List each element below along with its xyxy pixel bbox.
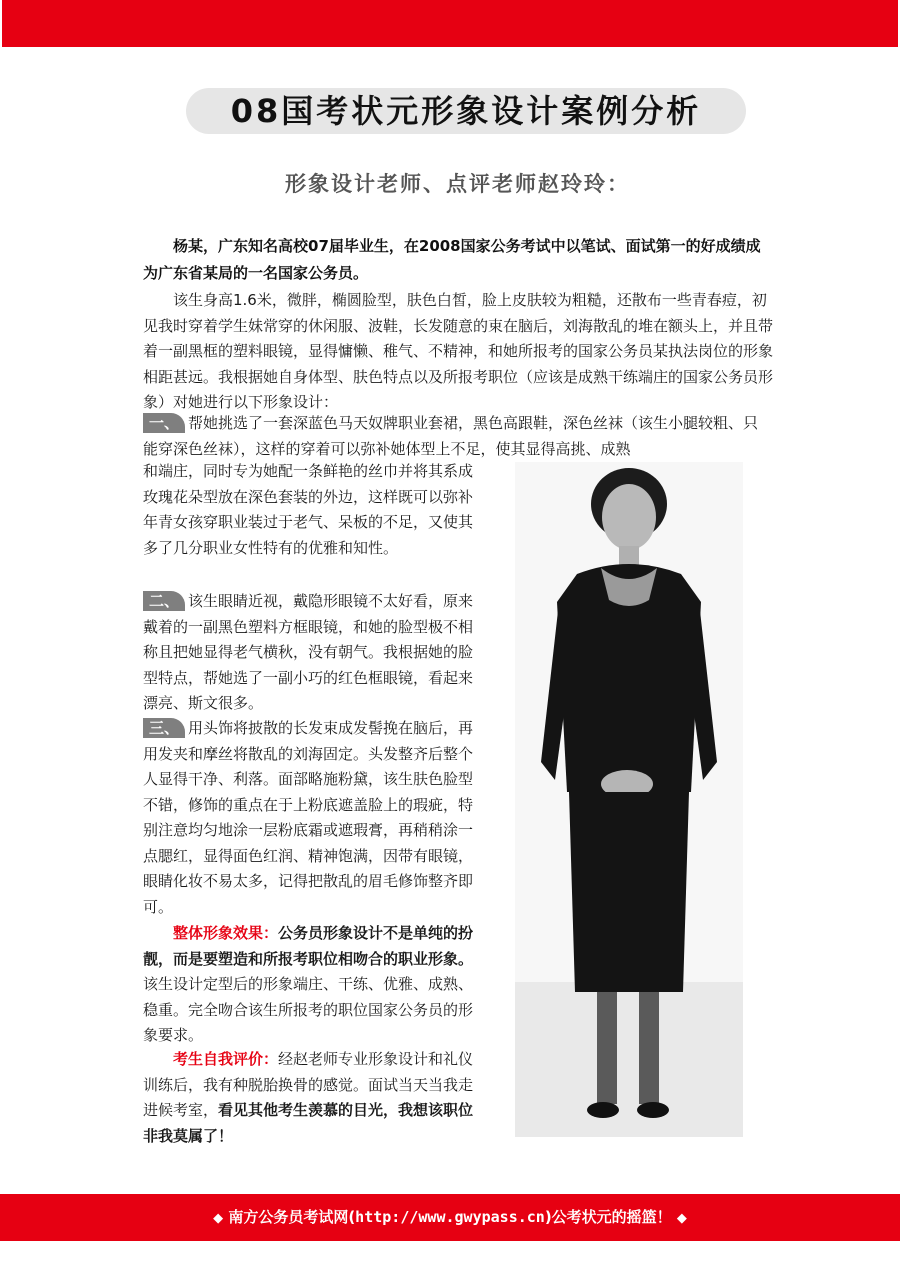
step-two-paragraph xyxy=(143,589,479,717)
bottom-red-bar xyxy=(0,1194,900,1241)
overall-effect-paragraph xyxy=(143,921,479,1049)
step-three-badge: 三、 xyxy=(143,718,185,738)
step-three-text: 用头饰将披散的长发束成发髻挽在脑后，再用发夹和摩丝将散乱的刘海固定。头发整齐后整个人显得干净、利落。面部略施粉黛，该生肤色脸型不错，修饰的重点在于上粉底遮盖脸上的瑕疵，特别注意均匀地涂一层粉底霜或遮瑕膏，再稍稍涂一点腮红，显得面色红润、精神饱满，因带有眼镜，眼睛化妆不易太多，记得把散乱的眉毛修饰整齐即可。 xyxy=(143,719,474,916)
step-two-text: 该生眼睛近视，戴隐形眼镜不太好看，原来戴着的一副黑色塑料方框眼镜，和她的脸型极不相称且把她显得老气横秋，没有朝气。我根据她的脸型特点，帮她选了一副小巧的红色框眼镜，看起来漂亮、斯文很多。 xyxy=(143,592,474,712)
footer-diamond-left-icon: ◆ xyxy=(213,1211,224,1226)
subtitle: 形象设计老师、点评老师赵玲玲： xyxy=(285,172,630,196)
footer-url-link[interactable]: http://www.gwypass.cn xyxy=(355,1208,545,1226)
self-evaluation-label: 考生自我评价： xyxy=(173,1050,279,1068)
footer-diamond-right-icon: ◆ xyxy=(676,1211,687,1226)
title-banner xyxy=(186,88,746,134)
footer-slogan: )公考状元的摇篮！ xyxy=(544,1208,672,1226)
body-paragraph: 该生身高1.6米，微胖，椭圆脸型，肤色白皙，脸上皮肤较为粗糙，还散布一些青春痘，初见我时穿着学生妹常穿的休闲服、波鞋，长发随意的束在脑后，刘海散乱的堆在额头上，并且带着一副黑框的塑料眼镜，显得慵懒、稚气、不精神，和她所报考的国家公务员某执法岗位的形象相距甚远。我根据她自身体型、肤色特点以及所报考职位（应该是成熟干练端庄的国家公务员形象）对她进行以下形象设计： xyxy=(143,291,774,411)
overall-effect-bold: 公务员形象设计不是单纯的扮靓，而是要塑造和所报考职位相吻合的职业形象。 xyxy=(143,924,474,968)
footer-site-name: 南方公务员考试网( xyxy=(228,1208,356,1226)
footer-text xyxy=(0,1194,900,1241)
self-evaluation-text: 经赵老师专业形象设计和礼仪训练后，我有种脱胎换骨的感觉。面试当天当我走进候考室， xyxy=(143,1050,474,1119)
overall-effect-text: 该生设计定型后的形象端庄、干练、优雅、成熟、稳重。完全吻合该生所报考的职位国家公务员的形象要求。 xyxy=(143,975,474,1044)
page-title: 08国考状元形象设计案例分析 xyxy=(230,92,702,130)
step-three-paragraph xyxy=(143,716,479,920)
self-evaluation-paragraph xyxy=(143,1047,479,1149)
intro-paragraph: 杨某，广东知名高校07届毕业生，在2008国家公务考试中以笔试、面试第一的好成绩成为广东省某局的一名国家公务员。 xyxy=(143,237,761,282)
step-one-badge: 一、 xyxy=(143,413,185,433)
step-two-badge: 二、 xyxy=(143,591,185,611)
candidate-photo xyxy=(515,462,743,1137)
overall-effect-label: 整体形象效果： xyxy=(173,924,279,942)
step-one-paragraph xyxy=(143,411,773,462)
step-one-continuation: 和端庄，同时专为她配一条鲜艳的丝巾并将其系成玫瑰花朵型放在深色套装的外边，这样既可以弥补年青女孩穿职业装过于老气、呆板的不足，又使其多了几分职业女性特有的优雅和知性。 xyxy=(143,462,474,557)
self-evaluation-bold: 看见其他考生羡慕的目光，我想该职位非我莫属了！ xyxy=(143,1101,474,1145)
top-red-bar xyxy=(2,0,898,47)
candidate-figure-illustration xyxy=(515,462,743,1137)
step-one-text: 帮她挑选了一套深蓝色马天奴牌职业套裙，黑色高跟鞋，深色丝袜（该生小腿较粗、只能穿深色丝袜），这样的穿着可以弥补她体型上不足，使其显得高挑、成熟 xyxy=(143,414,759,458)
